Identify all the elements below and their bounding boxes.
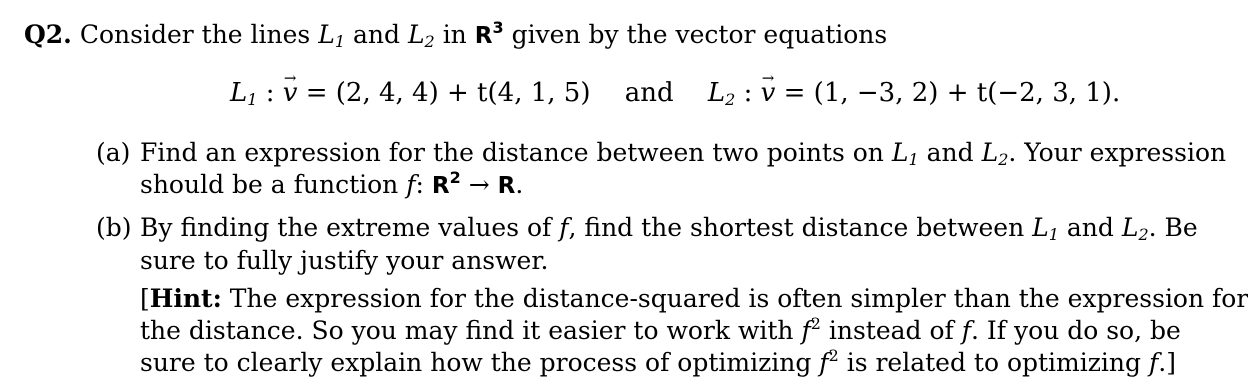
line-l1-symbol: $L_1$	[318, 20, 346, 51]
vector-equations	[230, 78, 1120, 115]
intro-text-a: Consider the lines	[79, 20, 311, 49]
part-b-label: (b)	[96, 213, 132, 242]
hint-line3: sure to clearly explain how the process of optimizing $f^2$ is related to optimizing f.]	[140, 346, 1176, 377]
intro-and: and	[352, 20, 400, 49]
eq1-colon: :	[265, 78, 275, 108]
eq1-vector-v: → v	[283, 78, 298, 108]
eq2-line-symbol: $L_2$	[707, 78, 736, 109]
maps-to-arrow: →	[468, 170, 490, 199]
eq2-rhs: = (1, −3, 2) + t(−2, 3, 1).	[783, 78, 1121, 108]
part-a-line1: Find an expression for the distance between two points on $L_1$ and $L_2$. Your expression	[140, 138, 1227, 169]
hint-line2: the distance. So you may find it easier to work with $f^2$ instead of f. If you do so, be	[140, 314, 1181, 345]
eq1-rhs: = (2, 4, 4) + t(4, 1, 5)	[305, 78, 591, 108]
part-b-line1: By finding the extreme values of f, find the shortest distance between $L_1$ and $L_2$. Be	[140, 213, 1198, 244]
eq2-colon: :	[743, 78, 753, 108]
question-intro	[24, 20, 887, 57]
eq1-line-symbol: $L_1$	[230, 78, 258, 109]
function-f: f	[406, 170, 416, 199]
part-b-line2: sure to fully justify your answer.	[140, 246, 549, 275]
eq2-vector-v: → v	[761, 78, 776, 108]
hint-line1: [Hint: The expression for the distance-squared is often simpler than the expression for	[140, 284, 1248, 313]
intro-in: in	[442, 20, 467, 49]
part-a-label: (a)	[96, 138, 131, 167]
hint-label: Hint:	[149, 284, 222, 313]
real-space-symbol: $R^3$	[474, 18, 504, 49]
equations-and: and	[624, 78, 674, 108]
line-l2-symbol: $L_2$	[407, 20, 435, 51]
intro-text-b: given by the vector equations	[511, 20, 888, 49]
question-number: Q2.	[24, 20, 72, 49]
part-a-line2: should be a function f: $R^2 \to R$.	[140, 168, 524, 199]
